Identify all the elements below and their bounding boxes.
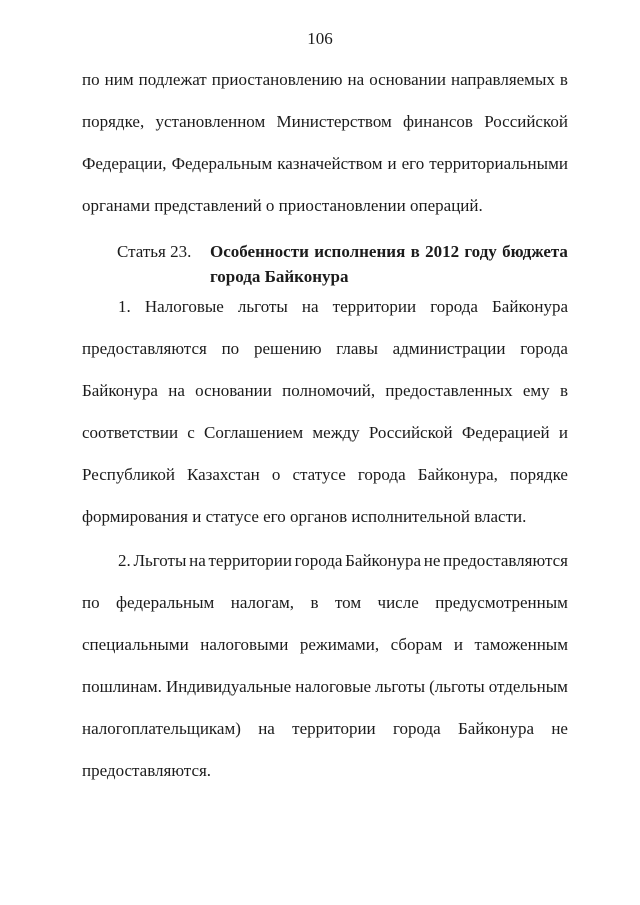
text-line: Байконура на основании полномочий, предоставленных ему в: [82, 381, 568, 400]
article-title-line: города Байконура: [210, 266, 349, 286]
page-number: 106: [307, 29, 333, 48]
article-number-label: Статья 23.: [117, 242, 192, 261]
paragraph-2: [82, 540, 568, 792]
text-line: 1. Налоговые льготы на территории города Байконура: [118, 297, 568, 316]
article-title-line: Особенности исполнения в 2012 году бюджета: [210, 242, 568, 262]
text-line: предоставляются.: [82, 761, 212, 780]
text-block: [82, 59, 568, 792]
text-line: налогоплательщикам) на территории города Байконура не: [82, 719, 568, 738]
paragraph-1: [82, 286, 568, 538]
text-line: по ним подлежат приостановлению на основании направляемых в: [82, 70, 568, 89]
text-line: органами представлений о приостановлении операций.: [82, 196, 483, 215]
text-line: порядке, установленном Министерством финансов Российской: [82, 112, 568, 131]
text-line: соответствии с Соглашением между Российской Федерацией и: [82, 423, 568, 442]
text-line: пошлинам. Индивидуальные налоговые льготы (льготы отдельным: [82, 677, 568, 696]
text-line: Федерации, Федеральным казначейством и его территориальными: [82, 154, 568, 173]
text-line: предоставляются по решению главы администрации города: [82, 339, 568, 358]
text-line: по федеральным налогам, в том числе предусмотренным: [82, 593, 568, 612]
text-line: 2. Льготы на территории города Байконура не предоставляются: [118, 551, 568, 570]
article-title: [210, 240, 568, 289]
paragraph-continuation: [82, 59, 568, 227]
text-line: формирования и статусе его органов исполнительной власти.: [82, 507, 527, 526]
article-heading: [117, 240, 568, 289]
text-line: специальными налоговыми режимами, сборам и таможенным: [82, 635, 568, 654]
text-line: Республикой Казахстан о статусе города Байконура, порядке: [82, 465, 568, 484]
